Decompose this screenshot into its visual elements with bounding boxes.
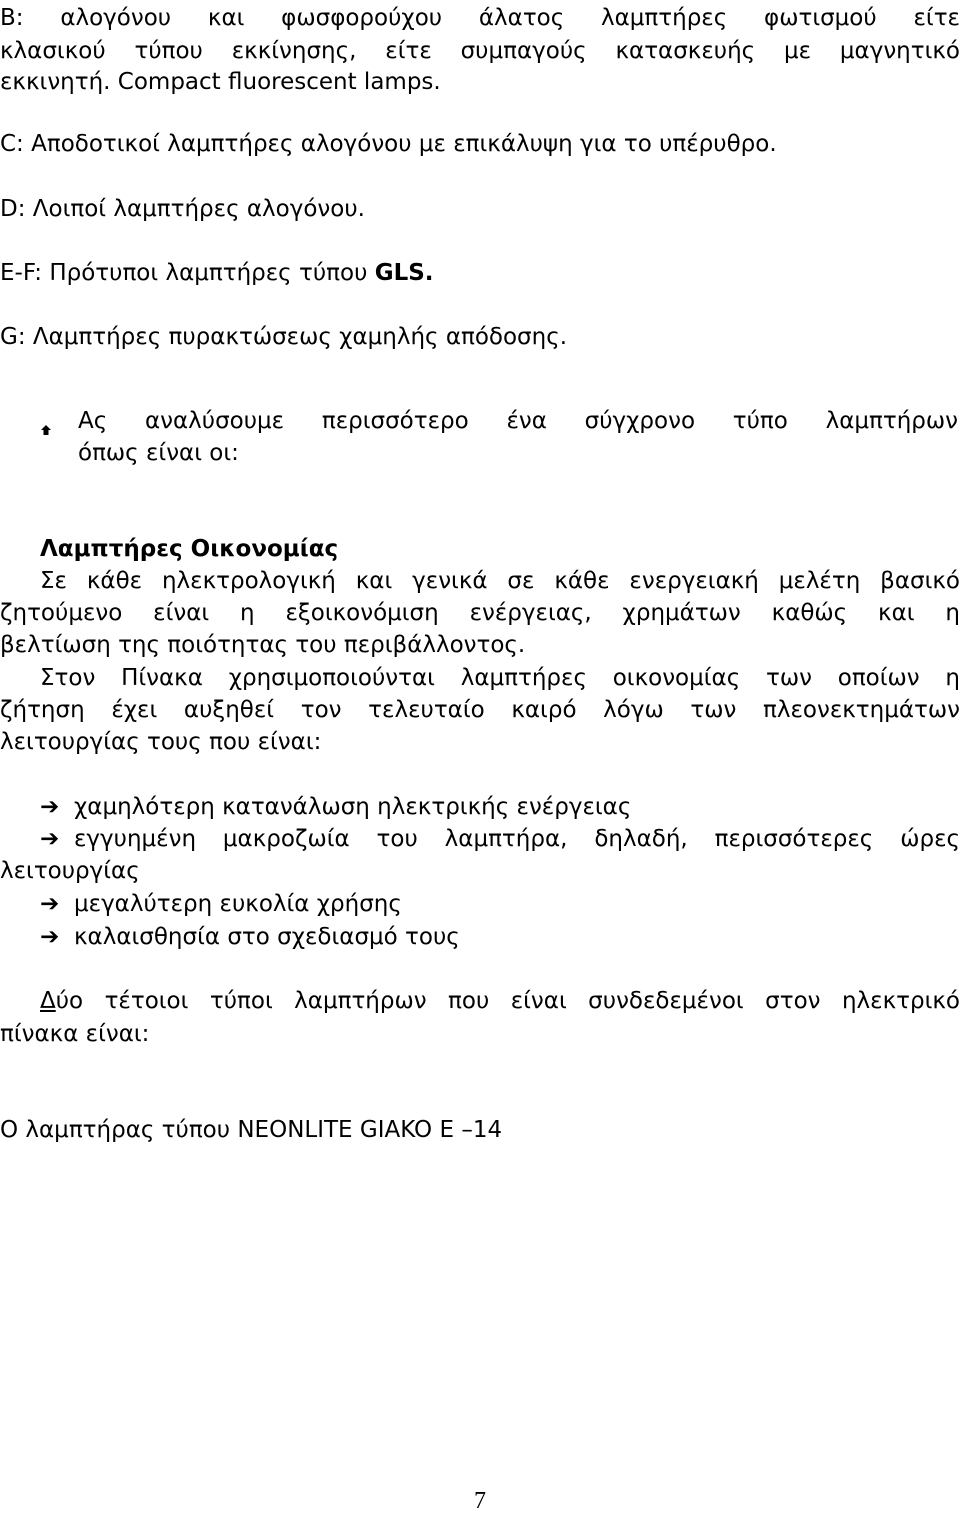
bullet-line-2: όπως είναι οι: (78, 440, 239, 466)
advantage-item-3-text: μεγαλύτερη ευκολία χρήσης (74, 891, 402, 917)
paragraph-2-line-2: ζήτηση έχει αυξηθεί τον τελευταίο καιρό λόγω των πλεονεκτημάτων (0, 697, 960, 723)
bullet-item (40, 405, 960, 437)
paragraph-2-line-3: λειτουργίας τους που είναι: (0, 729, 322, 755)
gls-label: GLS. (374, 260, 434, 286)
paragraph-b-line-3: εκκινητή. Compact fluorescent lamps. (0, 69, 441, 95)
advantage-item-1-text: χαμηλότερη κατανάλωση ηλεκτρικής ενέργειας (74, 794, 632, 820)
paragraph-g: G: Λαμπτήρες πυρακτώσεως χαμηλής απόδοσης. (0, 324, 568, 350)
paragraph-2-line-1: Στον Πίνακα χρησιμοποιούνται λαμπτήρες οικονομίας των οποίων η (40, 665, 960, 691)
paragraph-b-line-1: B: αλογόνου και φωσφορούχου άλατος λαμπτήρες φωτισμού είτε (0, 5, 960, 31)
advantage-item-4 (40, 921, 460, 953)
advantage-item-1 (40, 791, 631, 823)
advantage-item-2-continued: λειτουργίας (0, 858, 140, 884)
diamond-bullet-icon (40, 405, 78, 437)
arrow-right-icon: ➔ (40, 891, 60, 917)
paragraph-b-line-2: κλασικού τύπου εκκίνησης, είτε συμπαγούς κατασκευής με μαγνητικό (0, 38, 960, 64)
paragraph-1-line-3: βελτίωση της ποιότητας του περιβάλλοντος. (0, 632, 526, 658)
paragraph-ef-text: E-F: Πρότυποι λαμπτήρες τύπου (0, 260, 375, 286)
paragraph-1-line-1: Σε κάθε ηλεκτρολογική και γενικά σε κάθε ενεργειακή μελέτη βασικό (40, 568, 960, 594)
types-first-letter: Δ (40, 988, 56, 1014)
paragraph-c: C: Αποδοτικοί λαμπτήρες αλογόνου με επικάλυψη για το υπέρυθρο. (0, 131, 777, 157)
lamp-title: Ο λαμπτήρας τύπου NEONLITE GIAKO E –14 (0, 1117, 503, 1143)
arrow-right-icon: ➔ (40, 924, 60, 950)
advantage-item-4-text: καλαισθησία στο σχεδιασμό τους (74, 924, 460, 950)
page-number: 7 (474, 1488, 486, 1514)
arrow-right-icon: ➔ (40, 794, 60, 820)
paragraph-1-line-2: ζητούμενο είναι η εξοικονόμιση ενέργειας, χρημάτων καθώς και η (0, 600, 960, 626)
arrow-right-icon: ➔ (40, 826, 60, 852)
types-paragraph-line-1 (40, 985, 960, 1017)
section-heading: Λαμπτήρες Οικονομίας (40, 536, 339, 562)
types-paragraph-line-2: πίνακα είναι: (0, 1021, 150, 1047)
advantage-item-2 (40, 823, 960, 855)
advantage-item-2-text: εγγυημένη μακροζωία του λαμπτήρα, δηλαδή, περισσότερες ώρες (74, 826, 960, 852)
paragraph-ef (0, 257, 434, 289)
paragraph-d: D: Λοιποί λαμπτήρες αλογόνου. (0, 196, 365, 222)
advantage-item-3 (40, 888, 402, 920)
types-line-1-text: ύο τέτοιοι τύποι λαμπτήρων που είναι συνδεδεμένοι στον ηλεκτρικό (55, 988, 960, 1014)
bullet-line-1: Ας αναλύσουμε περισσότερο ένα σύγχρονο τύπο λαμπτήρων (78, 408, 958, 434)
